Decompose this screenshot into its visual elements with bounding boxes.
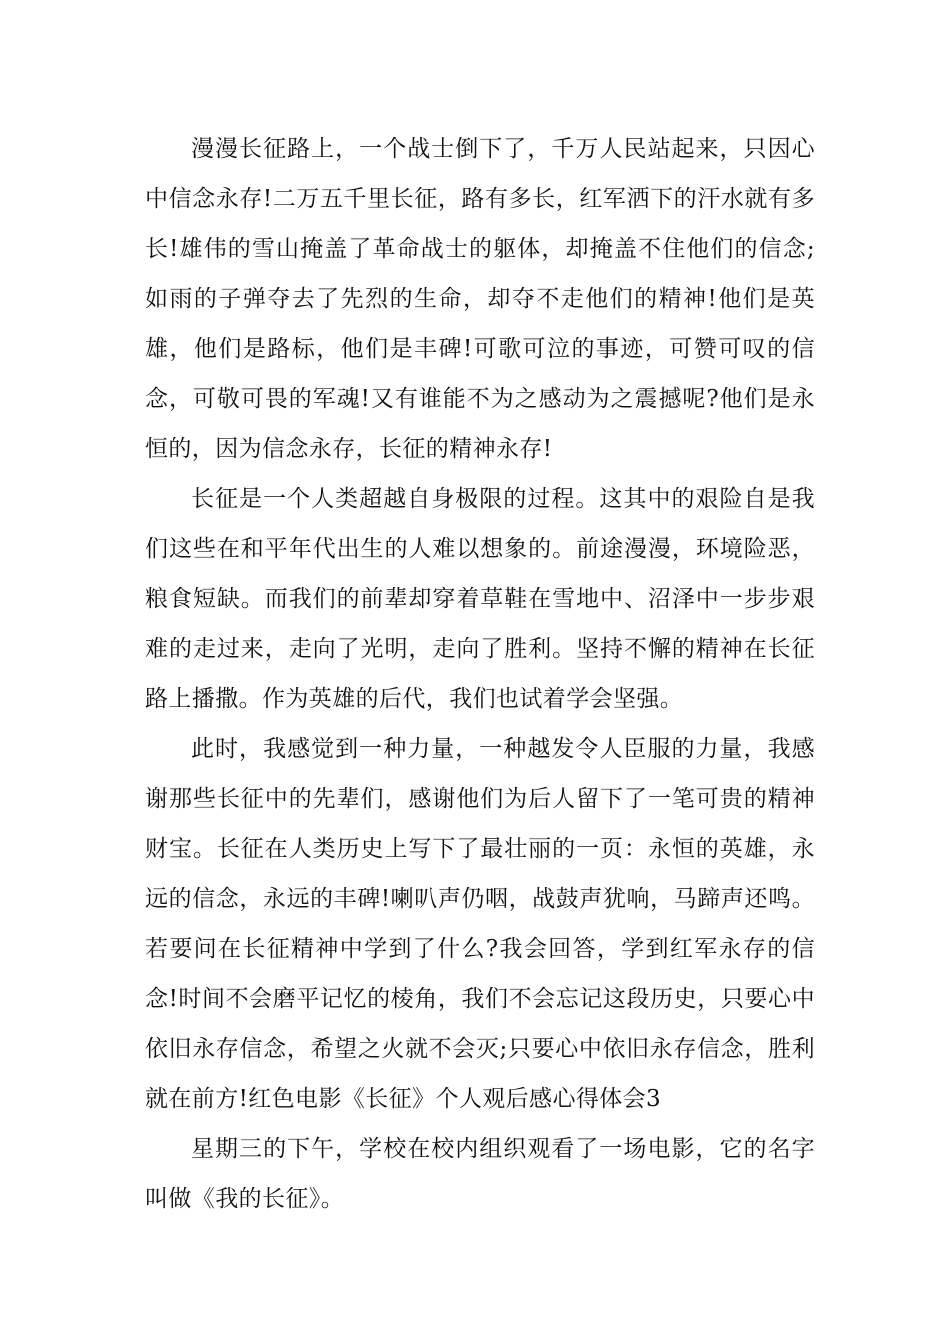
body-text [145,124,815,1224]
paragraph-3: 此时，我感觉到一种力量，一种越发令人臣服的力量，我感谢那些长征中的先辈们，感谢他们为后人留下了一笔可贵的精神财宝。长征在人类历史上写下了最壮丽的一页：永恒的英雄，永远的信念，永远的丰碑!喇叭声仍咽，战鼓声犹响，马蹄声还鸣。若要问在长征精神中学到了什么?我会回答，学到红军永存的信念!时间不会磨平记忆的棱角，我们不会忘记这段历史，只要心中依旧永存信念，希望之火就不会灭;只要心中依旧永存信念，胜利就在前方!红色电影《长征》个人观后感心得体会3 [145,736,815,1112]
paragraph-4: 星期三的下午，学校在校内组织观看了一场电影，它的名字叫做《我的长征》。 [145,1136,815,1212]
paragraph-2: 长征是一个人类超越自身极限的过程。这其中的艰险自是我们这些在和平年代出生的人难以想象的。前途漫漫，环境险恶，粮食短缺。而我们的前辈却穿着草鞋在雪地中、沼泽中一步步艰难的走过来，走向了光明，走向了胜利。坚持不懈的精神在长征路上播撒。作为英雄的后代，我们也试着学会坚强。 [145,486,815,712]
paragraph-1: 漫漫长征路上，一个战士倒下了，千万人民站起来，只因心中信念永存!二万五千里长征，路有多长，红军洒下的汗水就有多长!雄伟的雪山掩盖了革命战士的躯体，却掩盖不住他们的信念;如雨的子弹夺去了先烈的生命，却夺不走他们的精神!他们是英雄，他们是路标，他们是丰碑!可歌可泣的事迹，可赞可叹的信念，可敬可畏的军魂!又有谁能不为之感动为之震撼呢?他们是永恒的，因为信念永存，长征的精神永存! [145,136,815,462]
